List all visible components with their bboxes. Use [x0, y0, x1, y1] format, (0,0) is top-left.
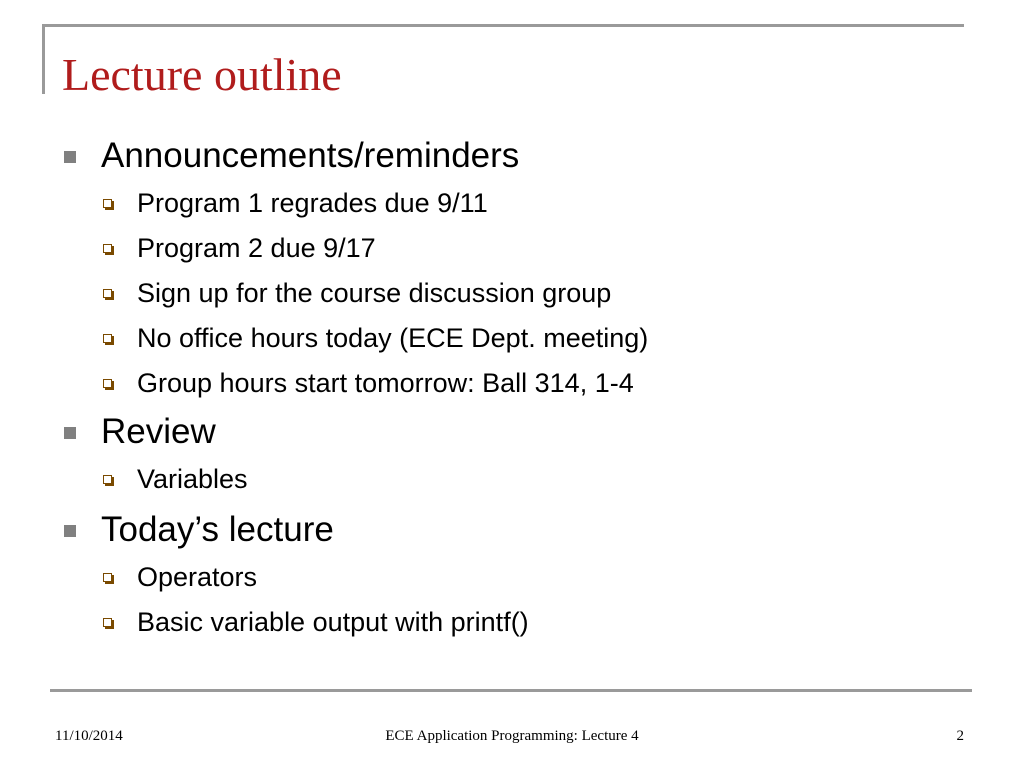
- sub-bullet-item: [137, 187, 488, 219]
- sub-bullet-item: [137, 322, 648, 354]
- sub-bullet-text: Basic variable output with printf(): [137, 607, 529, 637]
- bullet-text: Announcements/reminders: [101, 136, 520, 175]
- bullet-item-todays-lecture: [101, 510, 334, 550]
- hollow-square-bullet-icon: [103, 379, 112, 388]
- page-number: 2: [956, 728, 964, 744]
- hollow-square-bullet-icon: [103, 289, 112, 298]
- frame-left-line: [42, 24, 45, 94]
- square-bullet-icon: [64, 151, 76, 163]
- sub-bullet-item: [137, 463, 248, 495]
- sub-bullet-text: No office hours today (ECE Dept. meeting): [137, 323, 649, 353]
- sub-bullet-item: [137, 606, 529, 638]
- hollow-square-bullet-icon: [103, 618, 112, 627]
- square-bullet-icon: [64, 427, 76, 439]
- square-bullet-icon: [64, 525, 76, 537]
- bullet-item-review: [101, 412, 216, 452]
- hollow-square-bullet-icon: [103, 573, 112, 582]
- bullet-text: Review: [101, 412, 216, 451]
- sub-bullet-item: [137, 232, 376, 264]
- sub-bullet-text: Group hours start tomorrow: Ball 314, 1-4: [137, 368, 634, 398]
- sub-bullet-text: Program 1 regrades due 9/11: [137, 188, 488, 218]
- hollow-square-bullet-icon: [103, 244, 112, 253]
- sub-bullet-text: Variables: [137, 464, 248, 494]
- footer-date: 11/10/2014: [55, 728, 123, 744]
- hollow-square-bullet-icon: [103, 475, 112, 484]
- sub-bullet-text: Sign up for the course discussion group: [137, 278, 612, 308]
- sub-bullet-text: Program 2 due 9/17: [137, 233, 376, 263]
- sub-bullet-item: [137, 561, 257, 593]
- sub-bullet-item: [137, 367, 634, 399]
- frame-top-line: [42, 24, 964, 27]
- hollow-square-bullet-icon: [103, 199, 112, 208]
- sub-bullet-text: Operators: [137, 562, 258, 592]
- hollow-square-bullet-icon: [103, 334, 112, 343]
- bullet-text: Today’s lecture: [101, 510, 334, 549]
- bullet-item-announcements: [101, 136, 519, 176]
- sub-bullet-item: [137, 277, 611, 309]
- slide-title: Lecture outline: [62, 49, 342, 100]
- footer-course-title: ECE Application Programming: Lecture 4: [385, 728, 639, 744]
- footer-divider: [50, 689, 972, 692]
